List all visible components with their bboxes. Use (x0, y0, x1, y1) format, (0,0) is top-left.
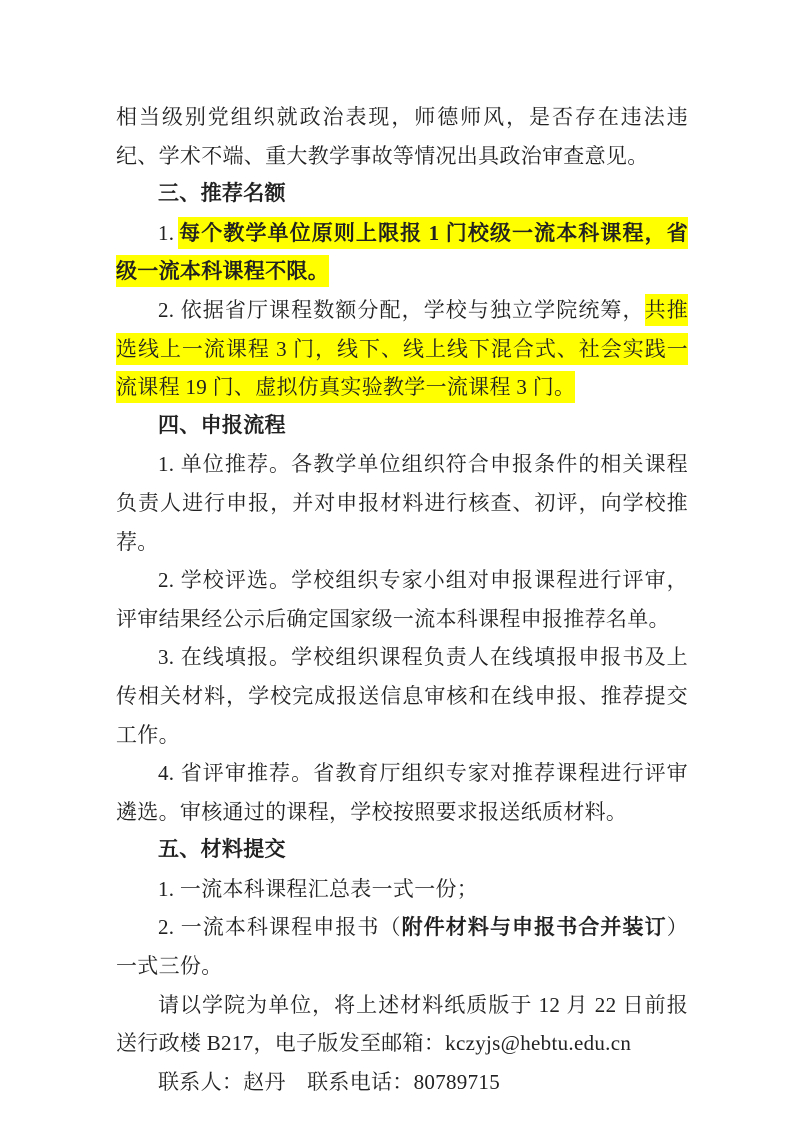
paragraph-contact-info: 联系人：赵丹 联系电话：80789715 (158, 1069, 500, 1094)
highlight-quota-limit: 每个教学单位原则上限报 1 门校级一流本科课程，省级一流本科课程不限。 (116, 217, 688, 288)
paragraph-material-summary-table: 1. 一流本科课程汇总表一式一份； (158, 876, 479, 901)
paragraph-step-unit-recommendation: 1. 单位推荐。各教学单位组织符合申报条件的相关课程负责人进行申报，并对申报材料进行核查、初评，向学校推荐。 (116, 452, 688, 554)
material-application-pre: 2. 一流本科课程申报书（ (158, 915, 402, 940)
paragraph-political-review: 相当级别党组织就政治表现，师德师风，是否存在违法违纪、学术不端、重大教学事故等情况出具政治审查意见。 (116, 105, 688, 168)
heading-application-process: 四、申报流程 (158, 413, 286, 437)
paragraph-delivery-instructions: 请以学院为单位，将上述材料纸质版于 12 月 22 日前报送行政楼 B217，电子版发至邮箱：kczyjs@hebtu.edu.cn (116, 992, 688, 1056)
paragraph-step-province-review: 4. 省评审推荐。省教育厅组织专家对推荐课程进行评审遴选。审核通过的课程，学校按照要求报送纸质材料。 (116, 761, 688, 824)
quota-allocation-lead: 2. 依据省厅课程数额分配，学校与独立学院统筹， (158, 297, 645, 322)
heading-material-submission: 五、材料提交 (158, 838, 286, 862)
highlight-course-selection: 共推选线上一流课程 3 门，线下、线上线下混合式、社会实践一流课程 19 门、虚拟仿真实验教学一流课程 3 门。 (116, 294, 688, 403)
list-number: 1. (158, 220, 175, 245)
material-application-bold-note: 附件材料与申报书合并装订 (401, 915, 667, 940)
paragraph-quota-allocation (116, 291, 688, 407)
paragraph-step-school-selection: 2. 学校评选。学校组织专家小组对申报课程进行评审，评审结果经公示后确定国家级一流本科课程申报推荐名单。 (116, 568, 688, 631)
paragraph-step-online-filing: 3. 在线填报。学校组织课程负责人在线填报申报书及上传相关材料，学校完成报送信息审核和在线申报、推荐提交工作。 (116, 645, 688, 747)
material-application-post: ）一式三份。 (116, 915, 688, 979)
paragraph-material-application-book (116, 908, 688, 985)
paragraph-quota-limit (116, 214, 688, 291)
heading-recommendation-quota: 三、推荐名额 (158, 182, 286, 206)
